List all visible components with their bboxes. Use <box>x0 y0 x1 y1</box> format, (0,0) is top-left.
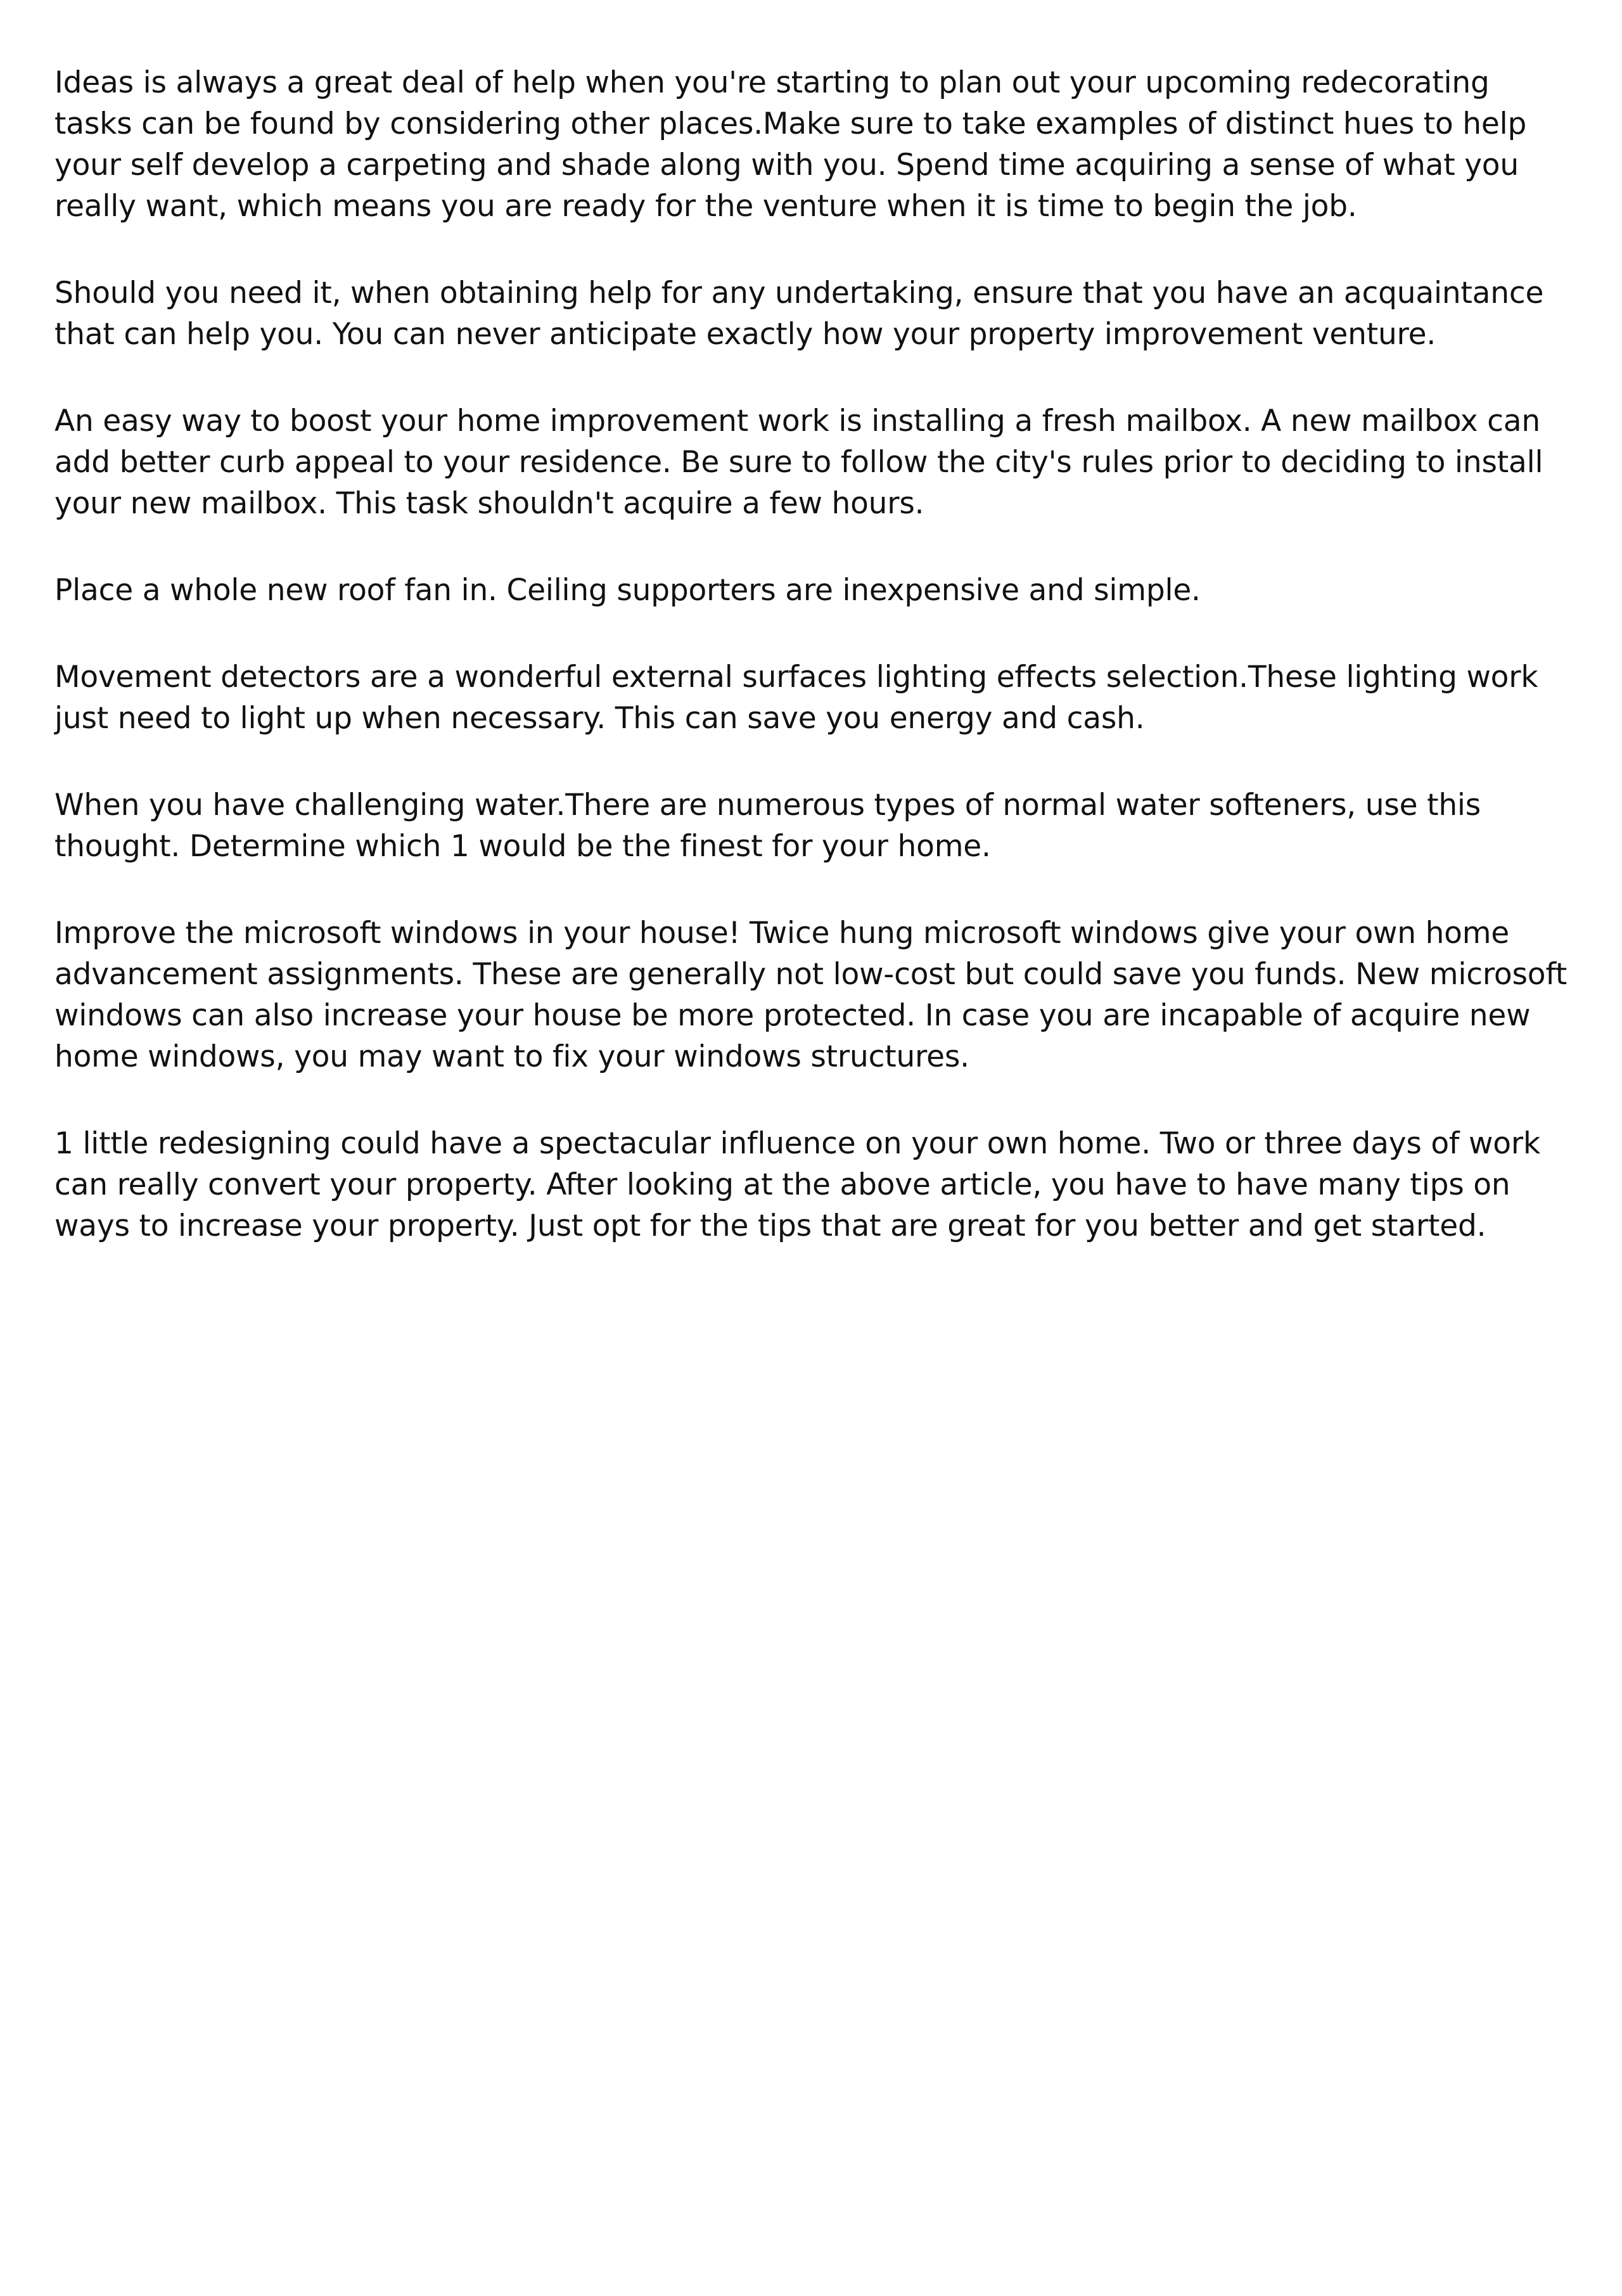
paragraph-2: Should you need it, when obtaining help for any undertaking, ensure that you have an acquaintance that can help you. You can never anticipate exactly how your property improvement venture. <box>54 276 1544 352</box>
paragraph-6: When you have challenging water.There are numerous types of normal water softeners, use this thought. Determine which 1 would be the finest for your home. <box>54 788 1481 864</box>
paragraph-8: 1 little redesigning could have a spectacular influence on your own home. Two or three days of work can really convert your property. After looking at the above article, you have to have many tips on ways to increase your property. Just opt for the tips that are great for you better and get started. <box>54 1126 1540 1243</box>
paragraph-7: Improve the microsoft windows in your house! Twice hung microsoft windows give your own home advancement assignments. These are generally not low-cost but could save you funds. New microsoft windows can also increase your house be more protected. In case you are incapable of acquire new home windows, you may want to fix your windows structures. <box>54 916 1568 1074</box>
paragraph-3: An easy way to boost your home improvement work is installing a fresh mailbox. A new mailbox can add better curb appeal to your residence. Be sure to follow the city's rules prior to deciding to install your new mailbox. This task shouldn't acquire a few hours. <box>54 404 1543 521</box>
paragraph-1: Ideas is always a great deal of help when you're starting to plan out your upcoming redecorating tasks can be found by considering other places.Make sure to take examples of distinct hues to help your self develop a carpeting and shade along with you. Spend time acquiring a sense of what you really want, which means you are ready for the venture when it is time to begin the job. <box>54 65 1527 224</box>
article-body <box>54 62 1575 1292</box>
paragraph-4: Place a whole new roof fan in. Ceiling supporters are inexpensive and simple. <box>54 573 1201 608</box>
paragraph-5: Movement detectors are a wonderful external surfaces lighting effects selection.These lighting work just need to light up when necessary. This can save you energy and cash. <box>54 660 1538 736</box>
